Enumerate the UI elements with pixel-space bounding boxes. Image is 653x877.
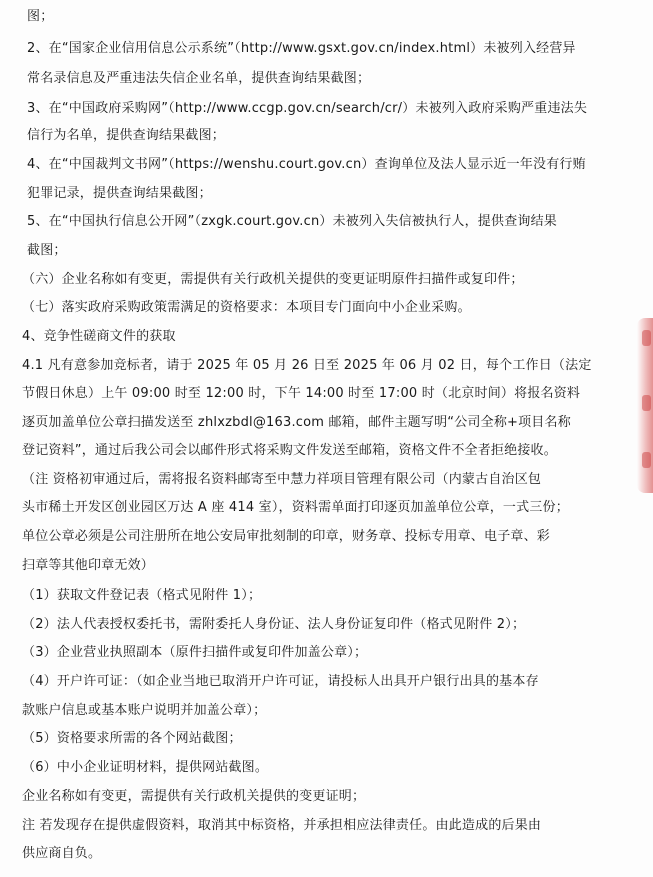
text-line: 常名录信息及严重违法失信企业名单，提供查询结果截图； (27, 71, 371, 86)
text-line: （七）落实政府采购政策需满足的资格要求：本项目专门面向中小企业采购。 (22, 300, 471, 315)
seal-stamp-mark (642, 395, 651, 411)
text-line: 节假日休息）上午 09:00 时至 12:00 时，下午 14:00 时至 17:00 时（北京时间）将报名资料 (22, 386, 581, 401)
note-line: 注 若发现存在提供虚假资料，取消其中标资格，并承担相应法律责任。由此造成的后果由 (22, 818, 542, 833)
section-heading: 4、竞争性磋商文件的获取 (22, 329, 176, 344)
text-line: 5、在“中国执行信息公开网”（zxgk.court.gov.cn）未被列入失信被执行人，提供查询结果 (27, 214, 557, 229)
list-item: （3）企业营业执照副本（原件扫描件或复印件加盖公章）； (22, 645, 368, 660)
list-item: （6）中小企业证明材料，提供网站截图。 (22, 760, 269, 775)
list-item: （5）资格要求所需的各个网站截图； (22, 731, 242, 746)
text-line: （注 资格初审通过后，需将报名资料邮寄至中慧力祥项目管理有限公司（内蒙古自治区包 (22, 472, 542, 487)
text-line: 4.1 凡有意参加竞标者，请于 2025 年 05 月 26 日至 2025 年 06 月 02 日，每个工作日（法定 (22, 358, 592, 373)
list-item: （1）获取文件登记表（格式见附件 1）； (22, 588, 262, 603)
text-line: 登记资料”，通过后我公司会以邮件形式将采购文件发送至邮箱，资格文件不全者拒绝接收。 (22, 443, 557, 458)
text-line: 截图； (27, 243, 67, 258)
text-line: （六）企业名称如有变更，需提供有关行政机关提供的变更证明原件扫描件或复印件； (22, 272, 524, 287)
note-line: 供应商自负。 (22, 846, 102, 861)
text-line: 3、在“中国政府采购网”（http://www.ccgp.gov.cn/search/cr/）未被列入政府采购严重违法失 (27, 101, 588, 116)
text-line: 企业名称如有变更，需提供有关行政机关提供的变更证明； (22, 789, 366, 804)
text-line: 单位公章必须是公司注册所在地公安局审批刻制的印章，财务章、投标专用章、电子章、彩 (22, 529, 551, 544)
text-line: 2、在“国家企业信用信息公示系统”（http://www.gsxt.gov.cn/index.html）未被列入经营异 (27, 41, 576, 56)
text-line: 扫章等其他印章无效） (22, 558, 155, 573)
text-line: 图； (27, 9, 54, 24)
text-line: 款账户信息或基本账户说明并加盖公章）； (22, 703, 267, 718)
text-line: 犯罪记录，提供查询结果截图； (27, 186, 212, 201)
text-line: 逐页加盖单位公章扫描发送至 zhlxzbdl@163.com 邮箱，邮件主题写明“公司全称+项目名称 (22, 415, 571, 430)
text-line: 信行为名单，提供查询结果截图； (27, 128, 226, 143)
text-line: 4、在“中国裁判文书网”（https://wenshu.court.gov.cn）查询单位及法人显示近一年没有行贿 (27, 157, 586, 172)
list-item: （4）开户许可证：（如企业当地已取消开户许可证，请投标人出具开户银行出具的基本存 (22, 674, 539, 689)
seal-stamp-mark (642, 452, 651, 468)
text-line: 头市稀土开发区创业园区万达 A 座 414 室），资料需单面打印逐页加盖单位公章，一式三份； (22, 500, 569, 515)
seal-stamp-mark (642, 330, 651, 346)
list-item: （2）法人代表授权委托书，需附委托人身份证、法人身份证复印件（格式见附件 2）； (22, 617, 526, 632)
